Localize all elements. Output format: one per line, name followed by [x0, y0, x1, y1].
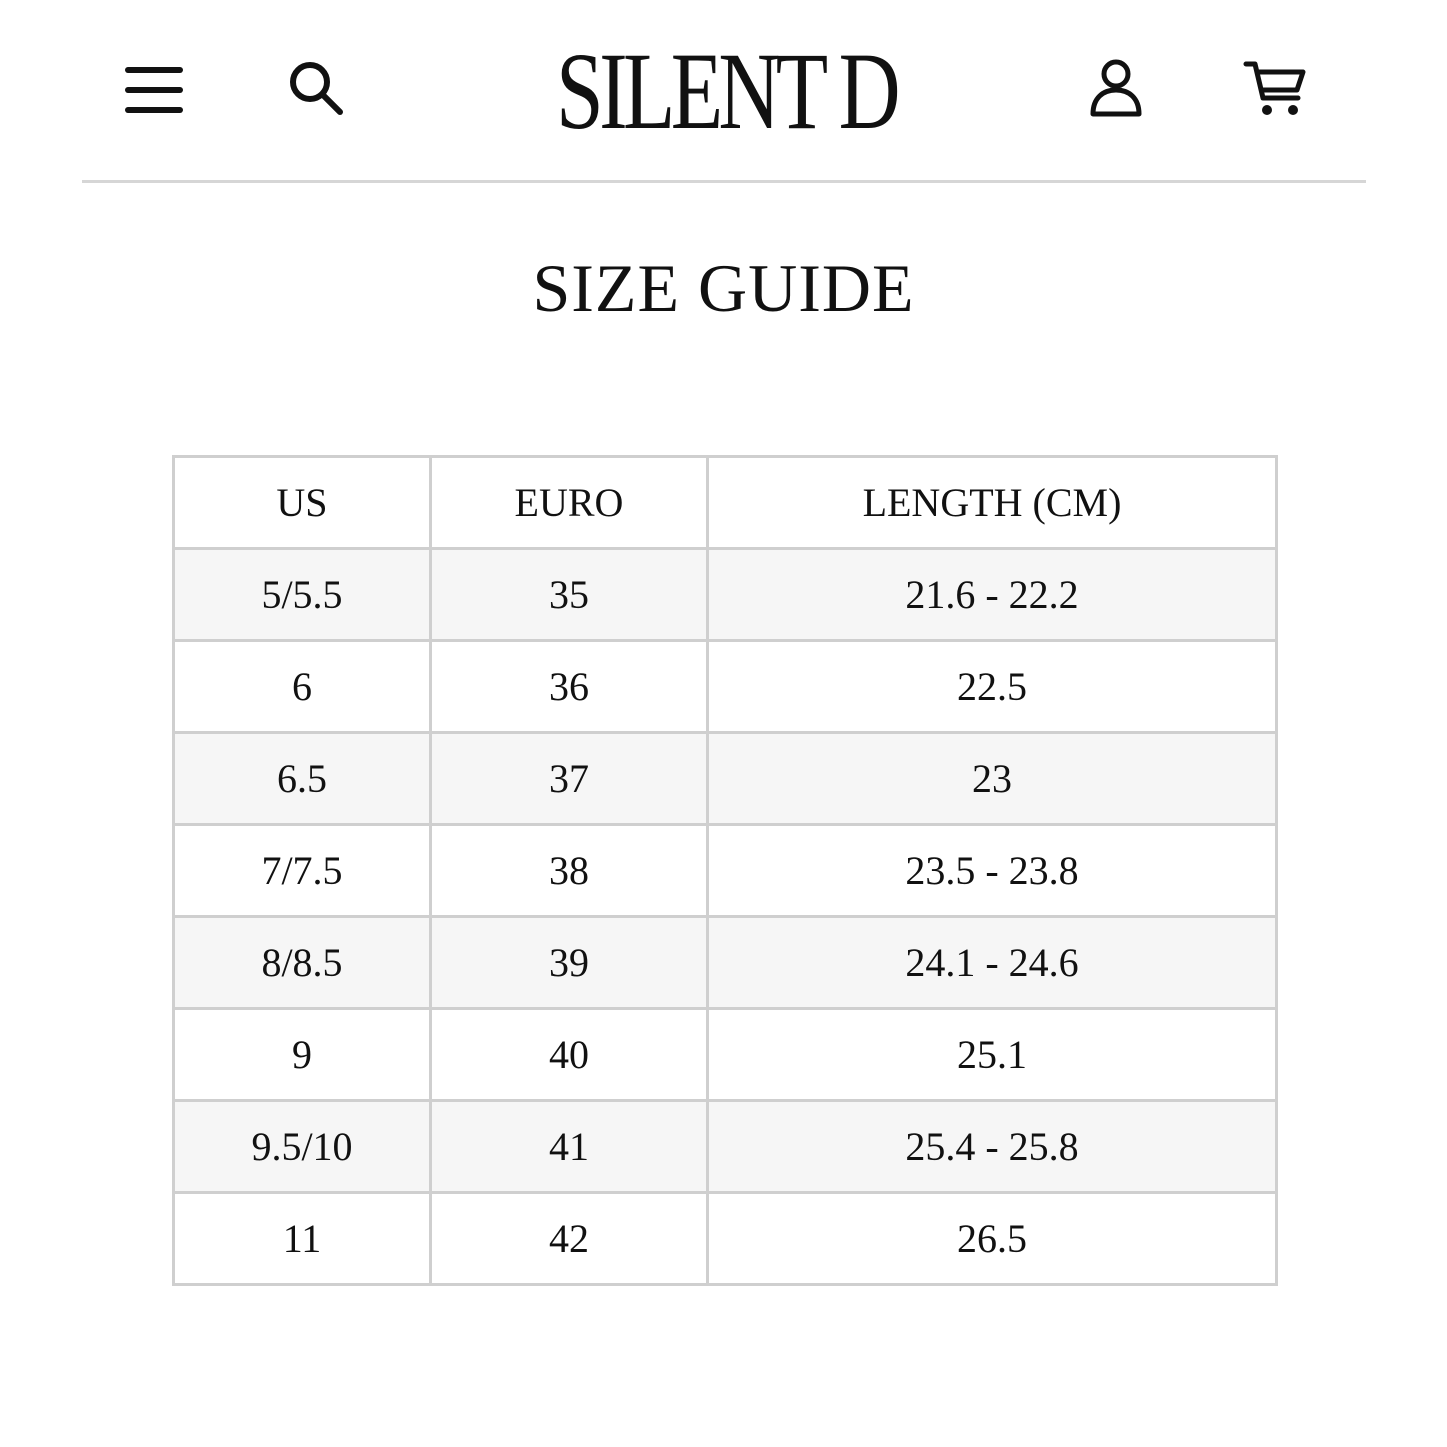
site-header	[82, 0, 1366, 183]
euro-size-cell: 40	[431, 1009, 708, 1101]
euro-size-cell: 38	[431, 825, 708, 917]
menu-button[interactable]	[122, 60, 186, 120]
table-row	[174, 733, 1277, 825]
table-header-row	[174, 457, 1277, 549]
us-size-cell: 6.5	[174, 733, 431, 825]
column-header-euro: EURO	[431, 457, 708, 549]
table-row	[174, 917, 1277, 1009]
us-size-cell: 5/5.5	[174, 549, 431, 641]
length-cell: 22.5	[708, 641, 1277, 733]
length-cell: 24.1 - 24.6	[708, 917, 1277, 1009]
us-size-cell: 9	[174, 1009, 431, 1101]
table-row	[174, 1101, 1277, 1193]
table-row	[174, 549, 1277, 641]
column-header-length: LENGTH (CM)	[708, 457, 1277, 549]
length-cell: 21.6 - 22.2	[708, 549, 1277, 641]
us-size-cell: 6	[174, 641, 431, 733]
length-cell: 25.4 - 25.8	[708, 1101, 1277, 1193]
page-title: SIZE GUIDE	[532, 250, 915, 326]
length-cell: 25.1	[708, 1009, 1277, 1101]
account-button[interactable]	[1084, 56, 1148, 120]
user-account-icon	[1089, 58, 1143, 118]
cart-button[interactable]	[1242, 56, 1310, 120]
shopping-cart-icon	[1243, 58, 1309, 118]
search-icon	[286, 58, 346, 118]
search-button[interactable]	[284, 56, 348, 120]
column-header-us: US	[174, 457, 431, 549]
us-size-cell: 11	[174, 1193, 431, 1285]
table-row	[174, 1193, 1277, 1285]
length-cell: 26.5	[708, 1193, 1277, 1285]
euro-size-cell: 35	[431, 549, 708, 641]
hamburger-menu-icon	[123, 64, 185, 116]
us-size-cell: 7/7.5	[174, 825, 431, 917]
us-size-cell: 9.5/10	[174, 1101, 431, 1193]
euro-size-cell: 36	[431, 641, 708, 733]
table-row	[174, 641, 1277, 733]
euro-size-cell: 41	[431, 1101, 708, 1193]
length-cell: 23.5 - 23.8	[708, 825, 1277, 917]
size-guide-table	[172, 455, 1278, 1286]
length-cell: 23	[708, 733, 1277, 825]
us-size-cell: 8/8.5	[174, 917, 431, 1009]
euro-size-cell: 37	[431, 733, 708, 825]
brand-logo[interactable]: SILENT D	[556, 30, 896, 152]
euro-size-cell: 39	[431, 917, 708, 1009]
table-row	[174, 1009, 1277, 1101]
euro-size-cell: 42	[431, 1193, 708, 1285]
table-row	[174, 825, 1277, 917]
